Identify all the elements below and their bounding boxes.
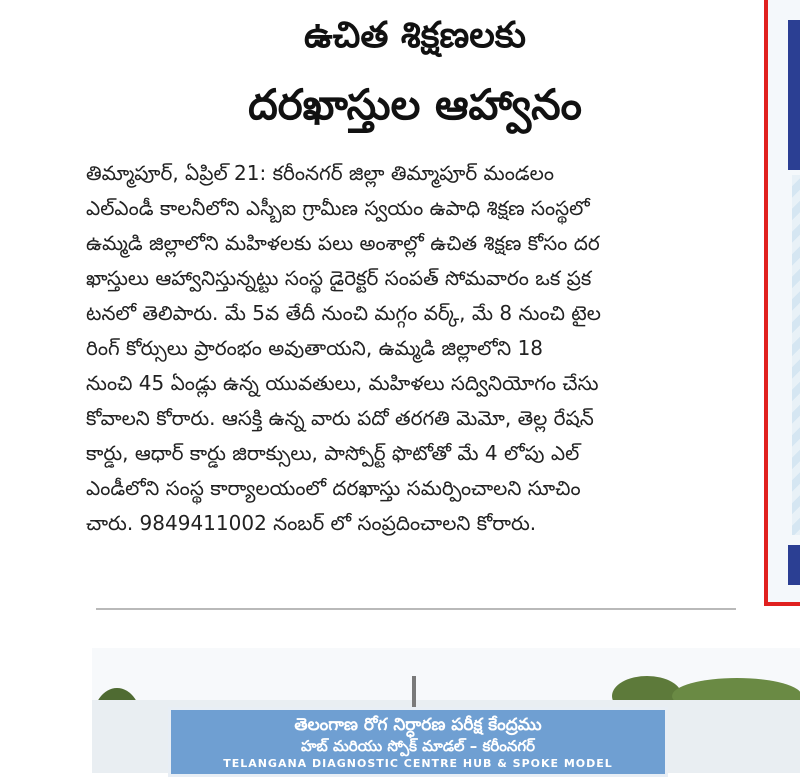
body-line: కోవాలని కోరారు. ఆసక్తి ఉన్న వారు పదో తరగతి మెమో, తెల్ల రేషన్ <box>86 406 594 430</box>
body-line: ఎల్ఎండీ కాలనీలోని ఎస్బీఐ గ్రామీణ స్వయం ఉపాధి శిక్షణ సంస్థలో <box>86 196 590 220</box>
column-divider <box>96 608 736 610</box>
article-body <box>86 156 740 541</box>
sign-line-2: హబ్ మరియు స్పోక్ మాడల్ – కరీంనగర్ <box>300 737 535 755</box>
body-line: రింగ్ కోర్సులు ప్రారంభం అవుతాయని, ఉమ్మడి జిల్లాలోని 18 <box>86 336 544 360</box>
body-line: నుంచి 45 ఏండ్లు ఉన్న యువతులు, మహిళలు సద్వినియోగం చేసు <box>86 371 599 395</box>
headline-line-2: దరఖాస్తుల ఆహ్వానం <box>248 80 582 129</box>
panel-pattern <box>792 175 800 535</box>
body-line: తిమ్మాపూర్, ఏప్రిల్ 21: కరీంనగర్ జిల్లా తిమ్మాపూర్ మండలం <box>86 161 554 185</box>
body-line: ఎండీలోని సంస్థ కార్యాలయంలో దరఖాస్తు సమర్పించాలని సూచిం <box>86 476 581 500</box>
body-line: టనలో తెలిపారు. మే 5వ తేదీ నుంచి మగ్గం వర్క్, మే 8 నుంచి టైల <box>86 301 601 325</box>
body-line: చారు. 9849411002 నంబర్ లో సంప్రదించాలని కోరారు. <box>86 511 537 535</box>
diagnostic-centre-sign <box>168 707 668 777</box>
sign-line-1: తెలంగాణ రోగ నిర్ధారణ పరీక్ష కేంద్రము <box>294 715 542 735</box>
panel-blue-footer <box>788 545 800 585</box>
sign-line-3: TELANGANA DIAGNOSTIC CENTRE HUB & SPOKE MODEL <box>223 757 613 770</box>
headline-line-1: ఉచిత శిక్షణలకు <box>304 15 526 56</box>
panel-blue-block <box>788 20 800 170</box>
body-line: ఖాస్తులు ఆహ్వానిస్తున్నట్టు సంస్థ డైరెక్టర్ సంపత్ సోమవారం ఒక ప్రక <box>86 266 592 290</box>
adjacent-article-panel <box>764 0 800 606</box>
body-line: ఉమ్మడి జిల్లాలోని మహిళలకు పలు అంశాల్లో ఉచిత శిక్షణ కోసం దర <box>86 231 600 255</box>
body-line: కార్డు, ఆధార్ కార్డు జిరాక్సులు, పాస్పోర్ట్ ఫొటోతో మే 4 లోపు ఎల్ <box>86 441 580 465</box>
